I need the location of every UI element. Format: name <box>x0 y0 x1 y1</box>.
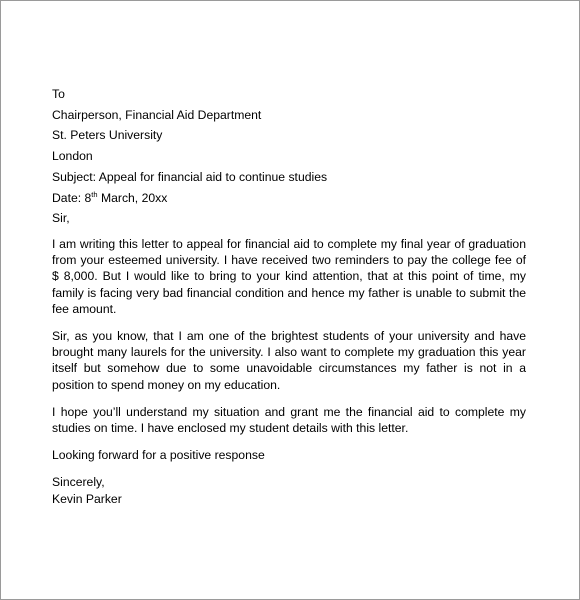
spacer <box>52 393 526 404</box>
spacer <box>52 317 526 328</box>
closing: Sincerely, <box>52 475 105 490</box>
date-ordinal-suffix: th <box>91 189 98 199</box>
city-line: London <box>52 149 93 164</box>
date-line <box>52 188 526 209</box>
to-line: To <box>52 87 65 101</box>
salutation: Sir, <box>52 211 70 226</box>
spacer <box>52 229 526 236</box>
date-rest: March, 20xx <box>97 190 168 205</box>
recipient-title: Chairperson, Financial Aid Department <box>52 107 262 122</box>
paragraph-2: Sir, as you know, that I am one of the brightest students of your university and have brought many laurels for the university. I also want to complete my graduation this year itself but somehow due to some unavoidable circumstances my father is not in a position to spend money on my education. <box>52 328 526 392</box>
paragraph-3: I hope you’ll understand my situation and grant me the financial aid to complete my studies on time. I have enclosed my student details with this letter. <box>52 404 526 435</box>
spacer <box>52 463 526 474</box>
subject-line: Subject: Appeal for financial aid to continue studies <box>52 169 328 184</box>
spacer <box>52 436 526 447</box>
signature: Kevin Parker <box>52 492 122 507</box>
date-prefix: Date: 8 <box>52 190 92 205</box>
paragraph-1: I am writing this letter to appeal for financial aid to complete my final year of graduation from your esteemed university. I have received two reminders to pay the college fee of $ 8,000. But I would like to bring to your kind attention, that at this point of time, my family is facing very bad financial condition and hence my father is unable to submit the fee amount. <box>52 236 526 316</box>
letter-body <box>52 84 526 508</box>
institution-name: St. Peters University <box>52 128 163 143</box>
paragraph-4: Looking forward for a positive response <box>52 448 265 463</box>
